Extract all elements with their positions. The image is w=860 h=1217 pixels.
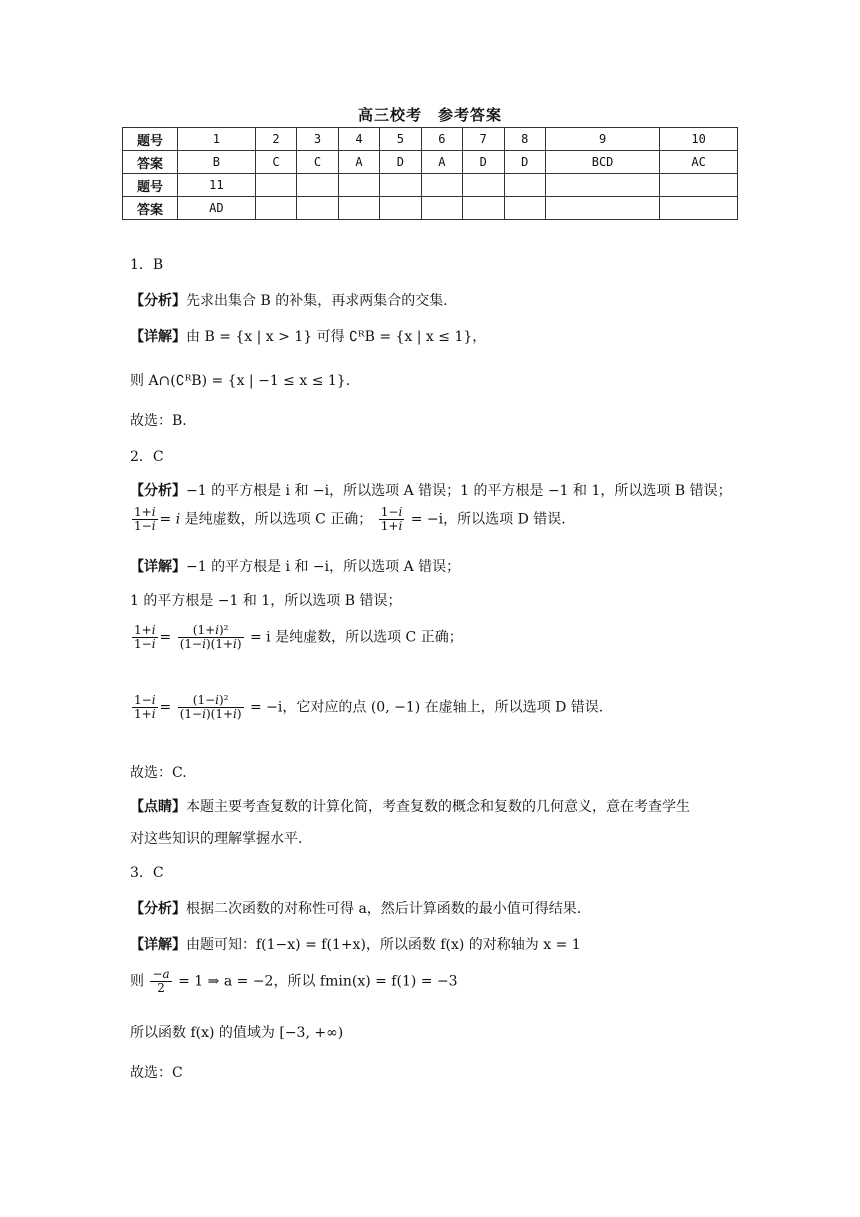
table-cell: A [421,151,462,174]
table-header-cell: 题号 [123,128,178,151]
table-row [123,151,738,174]
table-cell: 7 [463,128,504,151]
analysis-text: = −i，所以选项 D 错误. [410,511,566,528]
q2-analysis-2: $\frac{1+i}{1-i}$ = i 是纯虚数，所以选项 C 正确； $\frac{1-i}{1+i}$ = −i，所以选项 D 错误. [134,505,566,534]
table-cell: 2 [255,128,296,151]
table-cell [463,174,504,197]
detail-tag: 【详解】 [130,937,186,953]
q3-detail-3: 所以函数 f(x) 的值域为 [−3, +∞) [130,1025,344,1041]
q1-detail-1 [130,326,486,346]
analysis-text: 先求出集合 B 的补集，再求两集合的交集. [186,293,448,309]
q1-detail-2: 则 A∩(∁ᴿB) = {x | −1 ≤ x ≤ 1}. [130,373,351,389]
fraction: $\frac{1-i}{1+i}$ [134,693,156,722]
comment-tag: 【点睛】 [130,799,186,815]
table-cell [297,197,338,220]
table-cell: D [380,151,421,174]
q1-analysis [130,290,448,310]
table-cell: BCD [545,151,659,174]
table-cell: 10 [660,128,738,151]
table-cell [463,197,504,220]
table-row [123,128,738,151]
table-cell: D [504,151,545,174]
fraction: $\frac{1+i}{1-i}$ [134,623,156,652]
analysis-text: 根据二次函数的对称性可得 a，然后计算函数的最小值可得结果. [186,901,582,917]
table-header-cell: 答案 [123,151,178,174]
table-cell: 1 [178,128,256,151]
analysis-tag: 【分析】 [130,901,186,917]
table-cell [421,197,462,220]
table-cell: C [255,151,296,174]
table-cell [255,174,296,197]
q3-detail-1 [130,934,581,954]
detail-text: 由题可知：f(1−x) = f(1+x)，所以函数 f(x) 的对称轴为 x = 1 [186,937,581,953]
analysis-tag: 【分析】 [130,483,186,499]
q3-choice: 故选：C [130,1065,183,1081]
table-cell: A [338,151,379,174]
q2-detail-1 [130,556,460,576]
q2-detail-2: 1 的平方根是 −1 和 1，所以选项 B 错误； [130,593,402,609]
fraction: $\frac{-a}{2}$ [152,967,170,996]
analysis-text: 是纯虚数，所以选项 C 正确； [184,511,373,528]
table-cell [660,174,738,197]
table-cell: 4 [338,128,379,151]
detail-text: = i 是纯虚数，所以选项 C 正确； [250,629,463,646]
table-cell: 3 [297,128,338,151]
table-cell [380,174,421,197]
table-cell [660,197,738,220]
q3-analysis [130,898,581,918]
detail-text: = 1 ⇒ a = −2，所以 fmin(x) = f(1) = −3 [178,973,458,990]
table-row [123,197,738,220]
table-header-cell: 答案 [123,197,178,220]
fraction: $\frac{\text{(1+i)²}}{(1-i)(1+i)}$ [179,623,242,652]
table-cell [504,197,545,220]
table-cell: AD [178,197,256,220]
table-header-cell: 题号 [123,174,178,197]
fraction: $\frac{\text{(1−i)²}}{(1-i)(1+i)}$ [179,693,242,722]
table-cell: D [463,151,504,174]
analysis-text: −1 的平方根是 i 和 −i，所以选项 A 错误；1 的平方根是 −1 和 1，所以选项 B 错误； [186,483,732,499]
table-cell [297,174,338,197]
q2-choice: 故选：C. [130,765,187,781]
q1-heading: 1．B [130,257,164,273]
table-cell [338,174,379,197]
table-cell: 11 [178,174,256,197]
q2-heading: 2．C [130,449,164,465]
analysis-tag: 【分析】 [130,293,186,309]
table-cell: 8 [504,128,545,151]
page-title: 高三校考 参考答案 [357,106,502,124]
table-cell [545,197,659,220]
table-cell: C [297,151,338,174]
q2-comment-2: 对这些知识的理解掌握水平. [130,831,303,847]
table-cell: AC [660,151,738,174]
table-cell [421,174,462,197]
q1-choice: 故选：B. [130,413,187,429]
table-cell [545,174,659,197]
table-cell [504,174,545,197]
comment-text: 本题主要考查复数的计算化简，考查复数的概念和复数的几何意义，意在考查学生 [186,799,690,815]
detail-text: 由 B = {x | x > 1} 可得 ∁ᴿB = {x | x ≤ 1}， [186,329,487,345]
detail-tag: 【详解】 [130,329,186,345]
q2-comment-1 [130,796,690,816]
table-cell: B [178,151,256,174]
detail-text: = −i，它对应的点 (0, −1) 在虚轴上，所以选项 D 错误. [250,699,604,716]
detail-text: −1 的平方根是 i 和 −i，所以选项 A 错误； [186,559,461,575]
table-cell [255,197,296,220]
q2-detail-3: $\frac{1+i}{1-i}$ = $\frac{\text{(1+i)²}}{(1-i)(1+i)}$ = i 是纯虚数，所以选项 C 正确； [134,623,463,652]
q3-detail-2: 则 $\frac{-a}{2}$ = 1 ⇒ a = −2，所以 fmin(x) = f(1) = −3 [130,967,458,996]
fraction: $\frac{1+i}{1-i}$ [134,505,156,534]
q2-analysis-1 [130,480,732,500]
table-cell [338,197,379,220]
table-cell: 5 [380,128,421,151]
detail-tag: 【详解】 [130,559,186,575]
table-cell: 9 [545,128,659,151]
table-row [123,174,738,197]
fraction: $\frac{1-i}{1+i}$ [380,505,403,534]
table-cell: 6 [421,128,462,151]
table-cell [380,197,421,220]
answer-table [122,127,738,220]
q3-heading: 3．C [130,865,164,881]
q2-detail-4: $\frac{1-i}{1+i}$ = $\frac{\text{(1−i)²}}{(1-i)(1+i)}$ = −i，它对应的点 (0, −1) 在虚轴上，所以选项 D 错误. [134,693,604,722]
